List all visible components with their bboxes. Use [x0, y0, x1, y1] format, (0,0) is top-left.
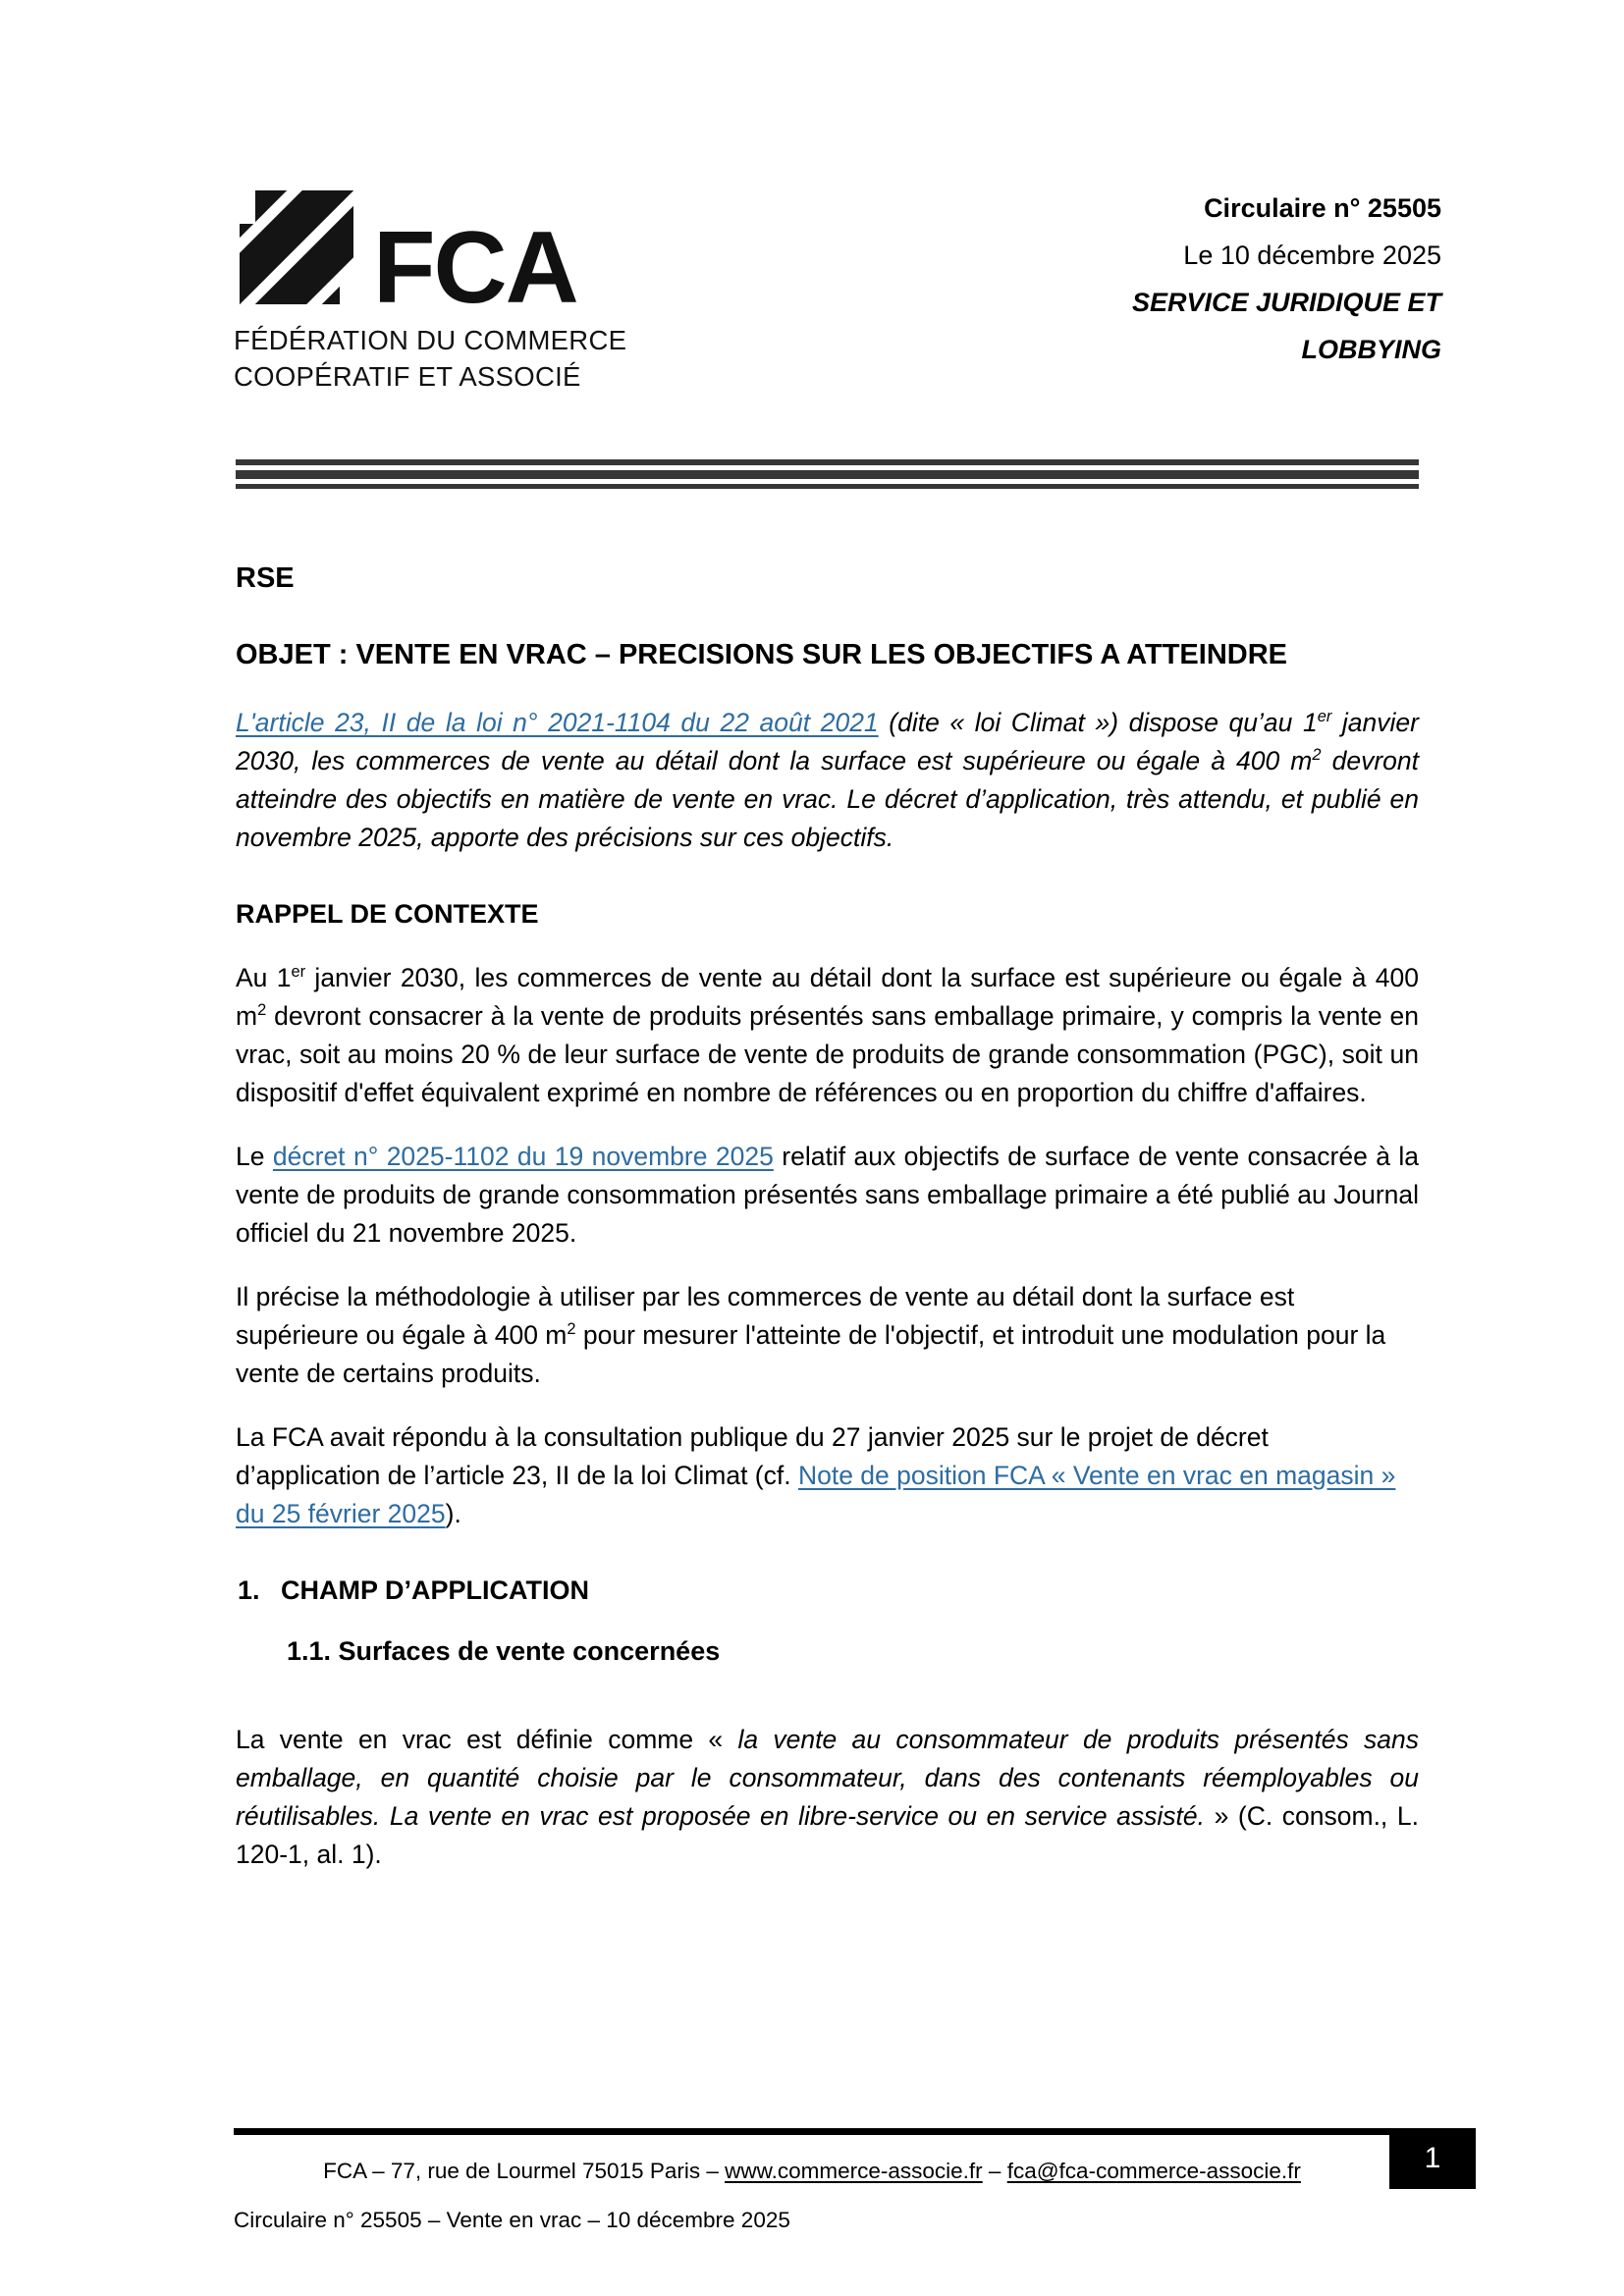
- rappel-text-c: devront consacrer à la vente de produits présentés sans emballage primaire, y compris la vente en vrac, soit au moins 20 % de leur surface de vente de produits de grande consommation (PGC), soit un dispositif d'effet équivalent exprimé en nombre de références ou en proportion du chiffre d'affaires.: [236, 1001, 1419, 1108]
- decret-link[interactable]: décret n° 2025-1102 du 19 novembre 2025: [272, 1142, 774, 1172]
- definition-quote: la vente au consommateur de produits présentés sans emballage, en quantité choisie par le consommateur, dans des contenants réemployables ou réutilisables. La vente en vrac est proposée en libre-service ou en service assisté.: [236, 1724, 1420, 1831]
- department-line-1: SERVICE JURIDIQUE ET: [1131, 288, 1441, 318]
- rappel-sup-er: er: [291, 963, 306, 982]
- lead-text-a: (dite « loi Climat ») dispose qu’au 1: [878, 708, 1318, 738]
- department-line-2: LOBBYING: [1301, 335, 1441, 365]
- logo-subtitle-line-2: COOPÉRATIF ET ASSOCIÉ: [234, 360, 581, 392]
- decret-text-b: relatif aux objectifs de surface de vente consacrée à la vente de produits de grande consommation présentés sans emballage primaire a été publié au Journal officiel du 21 novembre 2025.: [236, 1142, 1420, 1249]
- paragraph-methodologie: [236, 1278, 1419, 1393]
- document-footer: [234, 2128, 1441, 2237]
- page-number-badge: 1: [1389, 2128, 1476, 2189]
- header-divider: [236, 455, 1419, 489]
- rappel-sup-2: 2: [257, 1001, 267, 1020]
- paragraph-consultation: [236, 1418, 1419, 1533]
- footer-separator: –: [982, 2159, 1007, 2183]
- consultation-text-b: ).: [445, 1498, 461, 1528]
- logo-subtitle-line-1: FÉDÉRATION DU COMMERCE: [234, 325, 627, 355]
- footer-address-line: [234, 2155, 1390, 2188]
- document-header: [234, 175, 1441, 394]
- definition-text-b: » (C. consom., L. 120-1, al. 1).: [236, 1800, 1419, 1869]
- decret-text-a: Le: [236, 1142, 273, 1172]
- note-de-position-link[interactable]: Note de position FCA « Vente en vrac en magasin » du 25 février 2025: [236, 1460, 1396, 1528]
- heading-1-champ-application: [236, 1573, 1419, 1608]
- header-meta-block: [980, 175, 1441, 373]
- definition-text-a: La vente en vrac est définie comme «: [236, 1724, 738, 1754]
- footer-email-link[interactable]: fca@fca-commerce-associe.fr: [1006, 2159, 1301, 2183]
- footer-divider: [234, 2128, 1390, 2135]
- consultation-text-a: La FCA avait répondu à la consultation publique du 27 janvier 2025 sur le projet de décret d’application de l’article 23, II de la loi Climat (cf.: [236, 1421, 1269, 1490]
- divider-rule-2: [236, 470, 1419, 479]
- objet-title: OBJET : VENTE EN VRAC – PRECISIONS SUR LES OBJECTIFS A ATTEINDRE: [236, 639, 1287, 671]
- heading-1-number: 1.: [238, 1575, 260, 1605]
- footer-prefix: FCA – 77, rue de Lourmel 75015 Paris –: [323, 2159, 726, 2183]
- methodo-text-a: Il précise la méthodologie à utiliser par les commerces de vente au détail dont la surface est supérieure ou égale à 400 m: [236, 1282, 1295, 1351]
- logo-wordmark: FCA: [373, 211, 577, 326]
- divider-rule-1: [236, 459, 1419, 465]
- methodo-text-b: pour mesurer l'atteinte de l'objectif, et introduit une modulation pour la vente de certains produits.: [236, 1320, 1386, 1388]
- paragraph-decret: [236, 1138, 1419, 1253]
- lead-sup-er: er: [1317, 708, 1332, 726]
- rappel-heading: RAPPEL DE CONTEXTE: [236, 898, 539, 929]
- fca-brand-block: [234, 175, 626, 394]
- footer-website-link[interactable]: www.commerce-associe.fr: [725, 2159, 983, 2183]
- heading-1-1-surfaces-de-vente: 1.1. Surfaces de vente concernées: [287, 1636, 721, 1667]
- paragraph-definition: [236, 1721, 1419, 1874]
- loi-climat-link[interactable]: L'article 23, II de la loi n° 2021-1104 du 22 août 2021: [236, 708, 879, 738]
- section-tag: RSE: [236, 562, 295, 594]
- divider-rule-3: [236, 484, 1419, 489]
- lead-paragraph: [236, 704, 1419, 857]
- circular-number: Circulaire n° 25505: [1204, 193, 1441, 223]
- lead-text-b: janvier 2030, les commerces de vente au détail dont la surface est supérieure ou égale à 400 m: [236, 708, 1419, 776]
- logo-row: [234, 185, 626, 326]
- document-body: [236, 560, 1419, 1898]
- rappel-text-b: janvier 2030, les commerces de vente au détail dont la surface est supérieure ou égale à 400 m: [236, 963, 1419, 1032]
- heading-1-label: CHAMP D’APPLICATION: [281, 1575, 590, 1605]
- methodo-sup-2: 2: [567, 1320, 576, 1339]
- lead-text-c: devront atteindre des objectifs en matière de vente en vrac. Le décret d’application, très attendu, et publié en novembre 2025, apporte des précisions sur ces objectifs.: [236, 746, 1419, 853]
- paragraph-rappel: [236, 959, 1419, 1112]
- fca-striped-logo-icon: [234, 185, 359, 310]
- document-date: Le 10 décembre 2025: [1183, 240, 1441, 271]
- footer-reference-line: Circulaire n° 25505 – Vente en vrac – 10 décembre 2025: [234, 2207, 790, 2232]
- lead-sup-2: 2: [1312, 746, 1322, 765]
- rappel-text-a: Au 1: [236, 963, 292, 993]
